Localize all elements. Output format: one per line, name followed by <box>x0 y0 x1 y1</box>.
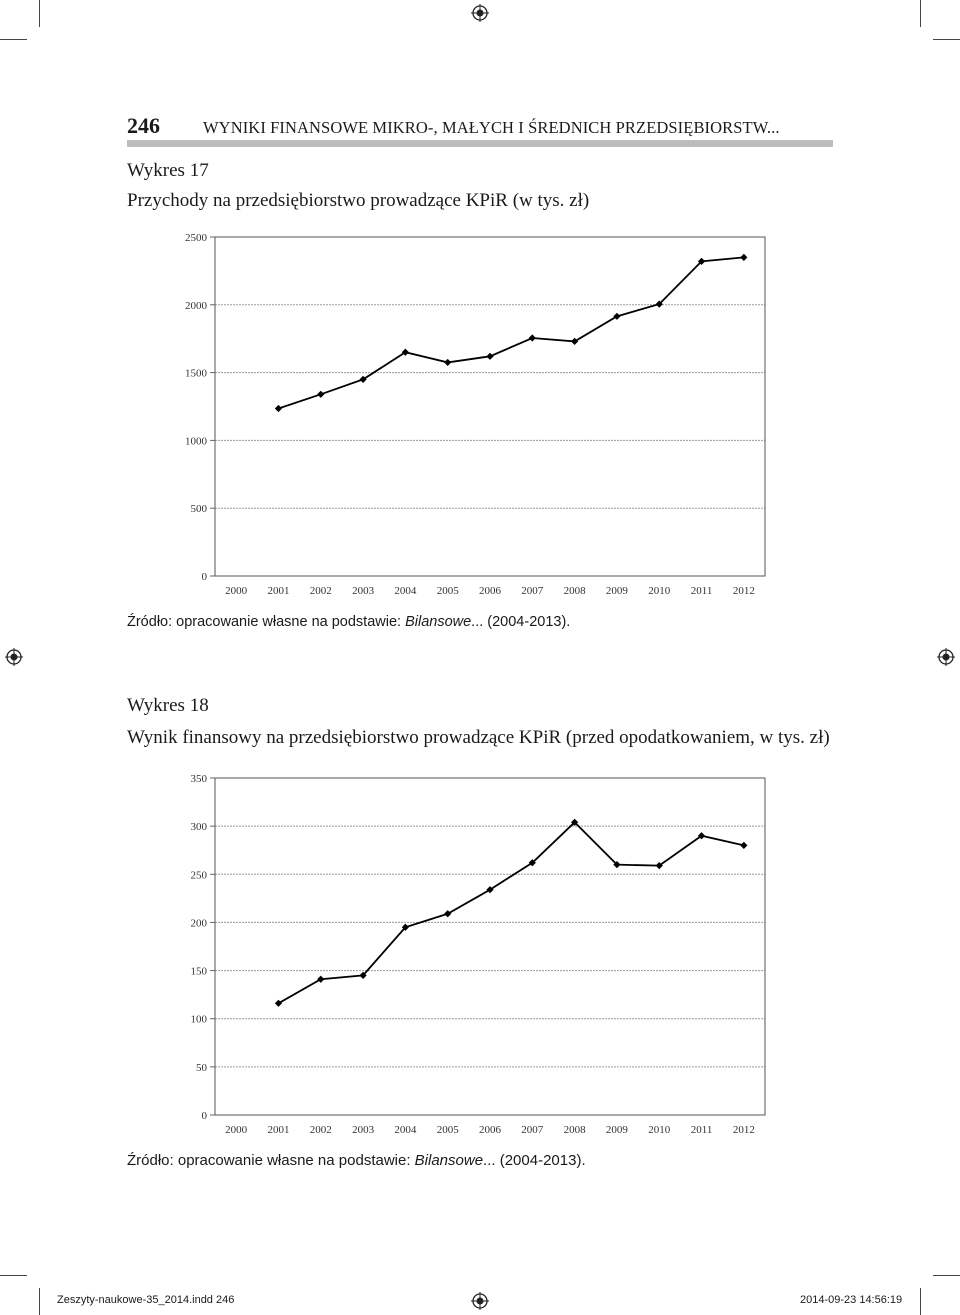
x-tick-label: 2007 <box>521 1124 544 1136</box>
y-tick-label: 2500 <box>185 232 207 244</box>
x-tick-label: 2000 <box>225 1124 248 1136</box>
footer-timestamp: 2014-09-23 14:56:19 <box>800 1294 903 1306</box>
data-point <box>444 910 451 917</box>
x-tick-label: 2008 <box>563 585 586 597</box>
data-point <box>275 1000 282 1007</box>
x-tick-label: 2004 <box>394 585 417 597</box>
x-tick-label: 2002 <box>309 585 332 597</box>
y-tick-label: 200 <box>190 917 207 930</box>
x-tick-label: 2010 <box>648 1124 671 1136</box>
registration-mark-icon <box>937 648 955 666</box>
plot-area-frame <box>215 778 765 1115</box>
y-tick-label: 250 <box>190 869 207 882</box>
figure-18-label: Wykres 18 <box>127 695 209 716</box>
series-line <box>278 257 743 408</box>
y-tick-label: 150 <box>190 965 207 978</box>
x-tick-label: 2005 <box>436 1124 459 1136</box>
source-suffix: ... (2004-2013). <box>471 614 571 630</box>
crop-mark <box>920 1288 921 1315</box>
x-tick-label: 2012 <box>732 1124 755 1136</box>
y-tick-label: 300 <box>190 821 207 834</box>
figure-18-title: Wynik finansowy na przedsiębiorstwo prowadzące KPiR (przed opodatkowaniem, w tys. zł) <box>127 727 830 748</box>
x-tick-label: 2005 <box>436 585 459 597</box>
source-title: Bilansowe <box>405 614 472 630</box>
data-point <box>740 842 747 849</box>
data-point <box>444 359 451 366</box>
plot-area-frame <box>215 237 765 576</box>
series-line <box>278 822 743 1003</box>
crop-mark <box>933 1275 960 1276</box>
y-tick-label: 350 <box>190 773 207 785</box>
x-tick-label: 2004 <box>394 1124 417 1136</box>
y-tick-label: 2000 <box>185 299 207 312</box>
figure-17-label: Wykres 17 <box>127 160 209 181</box>
x-tick-label: 2009 <box>605 1124 628 1136</box>
x-tick-label: 2011 <box>690 1124 713 1136</box>
x-tick-label: 2011 <box>690 585 713 597</box>
header-rule <box>127 140 833 147</box>
crop-mark <box>39 0 40 27</box>
running-title: WYNIKI FINANSOWE MIKRO-, MAŁYCH I ŚREDNICH PRZEDSIĘBIORSTW... <box>203 118 780 137</box>
footer-filename: Zeszyty-naukowe-35_2014.indd 246 <box>57 1294 235 1306</box>
x-tick-label: 2010 <box>648 585 671 597</box>
data-point <box>529 334 536 341</box>
y-tick-label: 1000 <box>185 435 207 448</box>
x-tick-label: 2002 <box>309 1124 332 1136</box>
x-tick-label: 2000 <box>225 585 248 597</box>
y-tick-label: 50 <box>196 1061 207 1074</box>
x-tick-label: 2003 <box>352 1124 375 1136</box>
source-prefix: Źródło: opracowanie własne na podstawie: <box>127 614 406 630</box>
source-title: Bilansowe <box>414 1152 484 1169</box>
x-tick-label: 2006 <box>479 1124 501 1136</box>
x-tick-label: 2007 <box>521 585 544 597</box>
crop-mark <box>39 1288 40 1315</box>
data-point <box>317 976 324 983</box>
crop-mark <box>0 39 27 40</box>
data-point <box>275 405 282 412</box>
figure-18-source <box>127 1152 586 1169</box>
figure-17-source <box>127 614 570 630</box>
source-suffix: ... (2004-2013). <box>483 1152 586 1169</box>
x-tick-label: 2012 <box>732 585 755 597</box>
crop-mark <box>920 0 921 27</box>
data-point <box>740 254 747 261</box>
page-number: 246 <box>127 113 160 138</box>
x-tick-label: 2003 <box>352 585 375 597</box>
x-tick-label: 2001 <box>267 1124 290 1136</box>
y-tick-label: 1500 <box>185 367 207 380</box>
x-tick-label: 2001 <box>267 585 290 597</box>
crop-mark <box>933 39 960 40</box>
source-prefix: Źródło: opracowanie własne na podstawie: <box>127 1152 415 1169</box>
y-tick-label: 100 <box>190 1013 207 1026</box>
crop-mark <box>0 1275 27 1276</box>
registration-mark-icon <box>471 1292 489 1310</box>
y-tick-label: 0 <box>201 1110 207 1122</box>
chart-financial-result-per-enterprise <box>170 768 780 1143</box>
x-tick-label: 2009 <box>605 585 628 597</box>
x-tick-label: 2006 <box>479 585 501 597</box>
chart-revenue-per-enterprise <box>170 225 780 605</box>
registration-mark-icon <box>5 648 23 666</box>
y-tick-label: 0 <box>201 571 207 583</box>
x-tick-label: 2008 <box>563 1124 586 1136</box>
figure-17-title: Przychody na przedsiębiorstwo prowadzące KPiR (w tys. zł) <box>127 190 590 211</box>
data-point <box>317 391 324 398</box>
registration-mark-icon <box>471 4 489 22</box>
data-point <box>486 353 493 360</box>
y-tick-label: 500 <box>190 503 207 516</box>
